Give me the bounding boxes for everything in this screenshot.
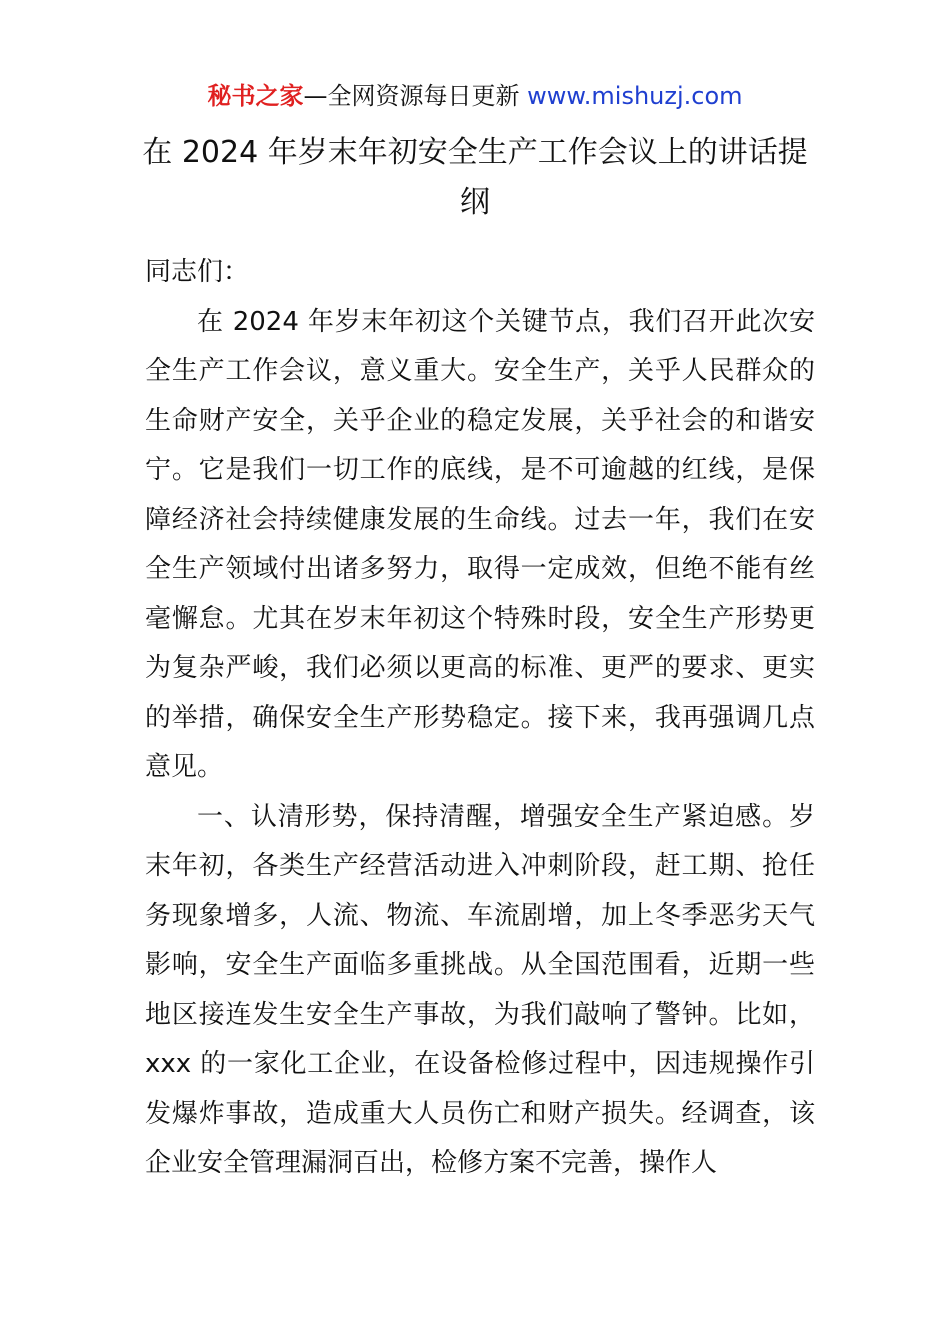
site-header [0,80,950,112]
paragraph-section-one: 一、认清形势，保持清醒，增强安全生产紧迫感。岁末年初，各类生产经营活动进入冲刺阶段，赶工期、抢任务现象增多，人流、物流、车流剧增，加上冬季恶劣天气影响，安全生产面临多重挑战。从全国范围看，近期一些地区接连发生安全生产事故，为我们敲响了警钟。比如，xxx 的一家化工企业，在设备检修过程中，因违规操作引发爆炸事故，造成重大人员伤亡和财产损失。经调查，该企业安全管理漏洞百出，检修方案不完善，操作人 [145,801,815,1178]
paragraph-intro: 在 2024 年岁末年初这个关键节点，我们召开此次安全生产工作会议，意义重大。安全生产，关乎人民群众的生命财产安全，关乎企业的稳定发展，关乎社会的和谐安宁。它是我们一切工作的底线，是不可逾越的红线，是保障经济社会持续健康发展的生命线。过去一年，我们在安全生产领域付出诸多努力，取得一定成效，但绝不能有丝毫懈怠。尤其在岁末年初这个特殊时段，安全生产形势更为复杂严峻，我们必须以更高的标准、更严的要求、更实的举措，确保安全生产形势稳定。接下来，我再强调几点意见。 [145,306,815,782]
salutation: 同志们： [145,257,250,287]
document-body [145,248,815,1189]
site-tagline: —全网资源每日更新 [303,82,528,110]
site-brand: 秘书之家 [207,82,304,110]
document-title: 在 2024 年岁末年初安全生产工作会议上的讲话提纲 [142,135,808,220]
site-url-link[interactable]: www.mishuzj.com [527,82,743,110]
